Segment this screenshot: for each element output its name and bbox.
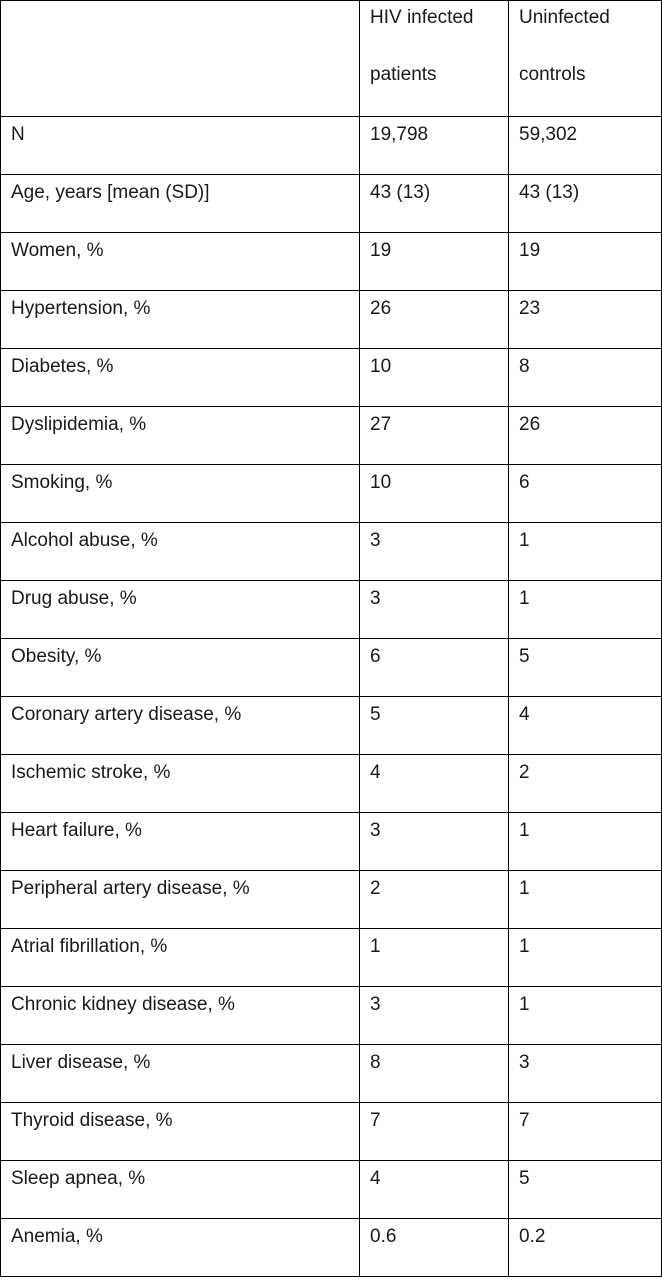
row-controls-value-cell: 1 xyxy=(509,523,662,581)
table-row xyxy=(1,639,662,697)
table-header-row xyxy=(1,1,662,117)
row-hiv-value-cell: 3 xyxy=(360,813,509,871)
row-controls-value-cell: 43 (13) xyxy=(509,175,662,233)
row-controls-value-cell: 7 xyxy=(509,1103,662,1161)
row-hiv-value-cell: 0.6 xyxy=(360,1219,509,1277)
table-row xyxy=(1,349,662,407)
row-label-cell: Women, % xyxy=(1,233,360,291)
row-label-cell: Drug abuse, % xyxy=(1,581,360,639)
row-hiv-value-cell: 3 xyxy=(360,581,509,639)
row-hiv-value-cell: 3 xyxy=(360,523,509,581)
row-hiv-value-cell: 43 (13) xyxy=(360,175,509,233)
row-label-cell: Smoking, % xyxy=(1,465,360,523)
table-row xyxy=(1,813,662,871)
row-label-cell: N xyxy=(1,117,360,175)
row-hiv-value-cell: 8 xyxy=(360,1045,509,1103)
row-controls-value-cell: 1 xyxy=(509,987,662,1045)
row-hiv-value-cell: 19 xyxy=(360,233,509,291)
table-row xyxy=(1,291,662,349)
table-row xyxy=(1,1103,662,1161)
row-controls-value-cell: 1 xyxy=(509,581,662,639)
row-hiv-value-cell: 2 xyxy=(360,871,509,929)
row-label-cell: Coronary artery disease, % xyxy=(1,697,360,755)
table-row xyxy=(1,465,662,523)
row-hiv-value-cell: 19,798 xyxy=(360,117,509,175)
table-row xyxy=(1,987,662,1045)
table-row xyxy=(1,233,662,291)
row-label-cell: Liver disease, % xyxy=(1,1045,360,1103)
row-controls-value-cell: 26 xyxy=(509,407,662,465)
row-controls-value-cell: 1 xyxy=(509,871,662,929)
table-row xyxy=(1,117,662,175)
table-row xyxy=(1,697,662,755)
row-label-cell: Age, years [mean (SD)] xyxy=(1,175,360,233)
row-controls-value-cell: 0.2 xyxy=(509,1219,662,1277)
row-hiv-value-cell: 3 xyxy=(360,987,509,1045)
row-hiv-value-cell: 27 xyxy=(360,407,509,465)
row-controls-value-cell: 19 xyxy=(509,233,662,291)
row-hiv-value-cell: 4 xyxy=(360,755,509,813)
row-hiv-value-cell: 7 xyxy=(360,1103,509,1161)
row-hiv-value-cell: 10 xyxy=(360,465,509,523)
table-row xyxy=(1,523,662,581)
table-row xyxy=(1,755,662,813)
table-body xyxy=(1,1,662,1277)
row-label-cell: Dyslipidemia, % xyxy=(1,407,360,465)
header-cell-controls xyxy=(509,1,662,117)
table-row xyxy=(1,1219,662,1277)
table-row xyxy=(1,581,662,639)
row-label-cell: Heart failure, % xyxy=(1,813,360,871)
row-hiv-value-cell: 10 xyxy=(360,349,509,407)
row-hiv-value-cell: 6 xyxy=(360,639,509,697)
row-label-cell: Sleep apnea, % xyxy=(1,1161,360,1219)
header-hiv-line1: HIV infected xyxy=(370,7,474,28)
header-hiv-line2: patients xyxy=(370,64,437,85)
table-row xyxy=(1,1161,662,1219)
row-hiv-value-cell: 5 xyxy=(360,697,509,755)
row-hiv-value-cell: 26 xyxy=(360,291,509,349)
row-controls-value-cell: 1 xyxy=(509,813,662,871)
row-label-cell: Chronic kidney disease, % xyxy=(1,987,360,1045)
row-label-cell: Anemia, % xyxy=(1,1219,360,1277)
row-controls-value-cell: 4 xyxy=(509,697,662,755)
row-controls-value-cell: 3 xyxy=(509,1045,662,1103)
row-label-cell: Diabetes, % xyxy=(1,349,360,407)
row-controls-value-cell: 8 xyxy=(509,349,662,407)
row-controls-value-cell: 6 xyxy=(509,465,662,523)
row-controls-value-cell: 5 xyxy=(509,639,662,697)
header-controls-line2: controls xyxy=(519,64,586,85)
table-row xyxy=(1,407,662,465)
table-row xyxy=(1,175,662,233)
row-label-cell: Thyroid disease, % xyxy=(1,1103,360,1161)
row-controls-value-cell: 5 xyxy=(509,1161,662,1219)
table-row xyxy=(1,929,662,987)
row-controls-value-cell: 59,302 xyxy=(509,117,662,175)
row-label-cell: Peripheral artery disease, % xyxy=(1,871,360,929)
row-label-cell: Alcohol abuse, % xyxy=(1,523,360,581)
row-label-cell: Atrial fibrillation, % xyxy=(1,929,360,987)
row-label-cell: Hypertension, % xyxy=(1,291,360,349)
row-label-cell: Ischemic stroke, % xyxy=(1,755,360,813)
row-label-cell: Obesity, % xyxy=(1,639,360,697)
table-row xyxy=(1,1045,662,1103)
header-controls-line1: Uninfected xyxy=(519,7,610,28)
table-row xyxy=(1,871,662,929)
row-hiv-value-cell: 4 xyxy=(360,1161,509,1219)
header-cell-hiv xyxy=(360,1,509,117)
header-cell-label xyxy=(1,1,360,117)
row-controls-value-cell: 23 xyxy=(509,291,662,349)
row-hiv-value-cell: 1 xyxy=(360,929,509,987)
row-controls-value-cell: 1 xyxy=(509,929,662,987)
row-controls-value-cell: 2 xyxy=(509,755,662,813)
